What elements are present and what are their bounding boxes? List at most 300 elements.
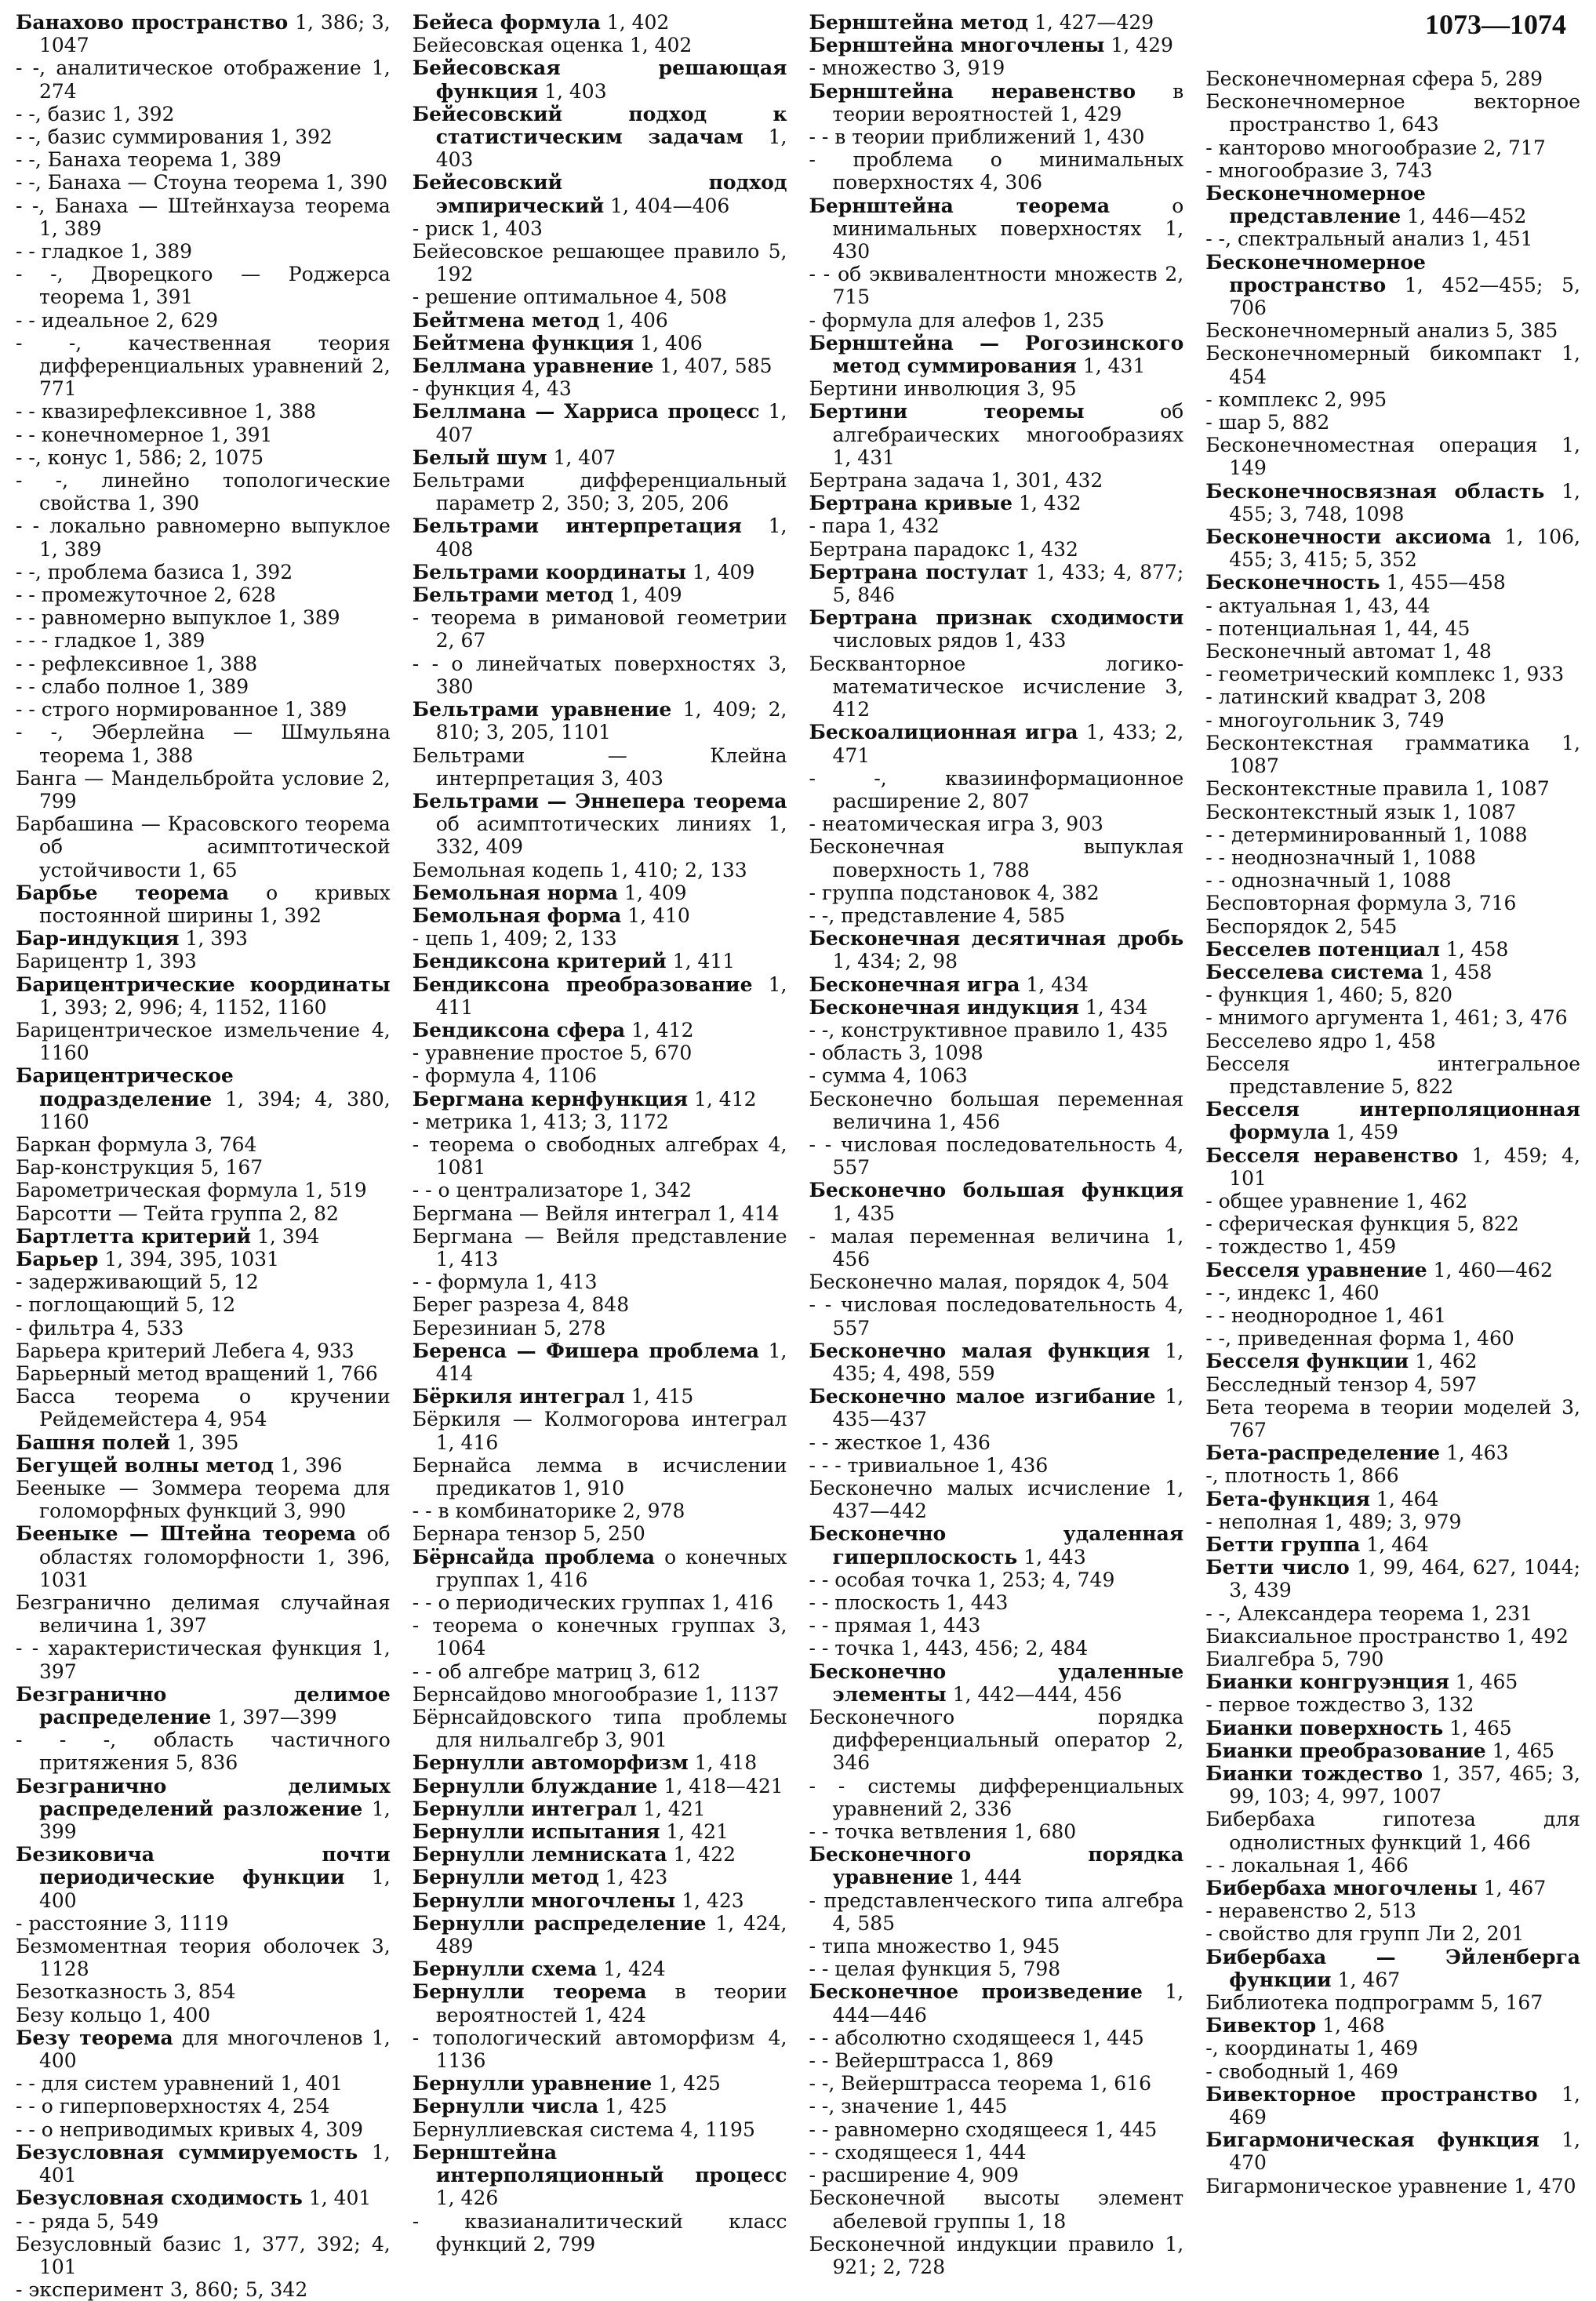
index-entry-text: Бёрнсайдовского типа проблемы для нильалгебр 3, 901 [412,1706,787,1752]
index-entry-text: 1, 433; 4, 877; 5, 846 [832,560,1184,607]
index-entry [16,1637,391,1682]
index-entry-heading: Бартлетта критерий [16,1224,251,1248]
index-entry-text: 1, 432 [1012,492,1082,515]
index-entry [1205,1854,1580,1877]
index-entry [1205,319,1580,342]
index-entry [809,1660,1184,1706]
index-entry-heading: Бернулли автоморфизм [412,1751,689,1775]
index-entry [16,606,391,629]
index-entry [16,1591,391,1637]
index-entry-heading: Бельтрами интерпретация [412,514,742,538]
index-entry [413,606,787,652]
index-entry-text: - -, Александера теорема 1, 231 [1205,1601,1533,1625]
index-entry-heading: Бертрана постулат [809,560,1029,583]
index-entry [809,1477,1184,1522]
index-entry [809,1179,1184,1224]
index-entry-text: Бернсайдово многообразие 1, 1137 [412,1682,780,1706]
index-entry-text: Бееныке — Зоммера теорема для голоморфных функций 3, 990 [16,1477,391,1523]
index-entry-heading: Беллмана — Харриса процесс [412,400,760,423]
index-entry-heading: Бетти число [1205,1556,1350,1579]
index-entry-heading: Банахово пространство [16,11,289,34]
index-entry-text: - -, Банаха теорема 1, 389 [16,148,282,172]
index-entry [809,904,1184,927]
index-entry-text: - -, значение 1, 445 [809,2095,1008,2118]
index-entry [809,812,1184,835]
index-entry [413,2095,787,2117]
index-entry-text: 1, 394 [251,1224,320,1248]
index-entry [809,652,1184,722]
index-entry [413,859,787,882]
index-entry-heading: Бетти группа [1205,1533,1361,1556]
index-entry [16,1477,391,1522]
index-entry [413,514,787,560]
index-entry [16,1775,391,1844]
index-entry-text: 1, 434 [1020,972,1089,996]
index-entry-text: 1, 435—437 [832,1385,1184,1431]
index-entry-text: - представленческого типа алгебра 4, 585 [809,1888,1184,1935]
index-entry [16,1064,391,1133]
index-entry [1205,342,1580,387]
index-entry [1205,1235,1580,1258]
index-entry [1205,938,1580,961]
index-entry [16,721,391,766]
index-entry-text: 1, 409; 2, 810; 3, 205, 1101 [435,698,787,744]
index-entry-text: Барометрическая формула 1, 519 [16,1179,367,1202]
index-entry [1205,1510,1580,1533]
index-entry [16,2095,391,2117]
index-entry-text: Барьерный метод вращений 1, 766 [16,1361,378,1385]
index-entry-text: - комплекс 2, 995 [1205,387,1387,411]
index-entry [413,1408,787,1453]
index-entry-text: - - особая точка 1, 253; 4, 749 [809,1568,1115,1591]
index-entry-heading: Беллмана уравнение [412,354,654,378]
index-entry-text: 1, 403 [538,79,607,103]
index-entry [809,1637,1184,1659]
index-entry-text: Бесконтекстная грамматика 1, 1087 [1205,731,1580,778]
index-entry [16,2233,391,2278]
index-entry [413,1179,787,1201]
index-entry [809,561,1184,606]
index-entry [809,1843,1184,1888]
index-entry [16,1293,391,1316]
index-entry-text: 1, 467 [1331,1968,1401,1991]
index-entry [809,148,1184,194]
index-entry-text: - - идеальное 2, 629 [16,308,219,332]
index-entry-text: Бесконечноместная операция 1, 149 [1205,434,1580,480]
index-entry-heading: Бесселев потенциал [1205,937,1440,961]
index-entry [809,2141,1184,2164]
index-entry-text: Барицентрическое измельчение 4, 1160 [16,1018,391,1065]
index-entry [413,217,787,240]
index-entry [413,103,787,172]
index-entry-text: 1, 470 [1229,2128,1580,2175]
index-entry [809,767,1184,812]
index-entry-text: 1, 411 [666,950,736,973]
index-entry-text: 1, 386; 3, 1047 [39,11,391,57]
index-entry-text: - -, спектральный анализ 1, 451 [1205,227,1533,251]
index-entry-text: 1, 468 [1316,2014,1385,2037]
index-entry-text: -, координаты 1, 469 [1205,2037,1419,2060]
index-entry [413,950,787,972]
index-entry [16,1728,391,1774]
index-entry [16,2141,391,2186]
index-entry [16,263,391,308]
index-entry-heading: Бейесовский подход к статистическим задачам [412,102,787,149]
index-entry-text: - - сходящееся 1, 444 [809,2140,1027,2164]
index-columns [16,11,1581,2301]
index-entry [809,1088,1184,1133]
index-entry-text: Бельтрами дифференциальный параметр 2, 350; 3, 205, 206 [412,469,787,515]
index-entry [413,1499,787,1522]
index-entry [413,332,787,354]
index-entry [16,629,391,652]
index-entry-text: Бесселево ядро 1, 458 [1205,1029,1436,1052]
index-entry [413,561,787,583]
index-entry [16,561,391,583]
index-entry-text: - теорема о свободных алгебрах 4, 1081 [412,1132,787,1180]
index-entry [413,744,787,790]
index-entry-text: - общее уравнение 1, 462 [1205,1189,1468,1212]
index-entry-text: 1, 469 [1229,2082,1580,2129]
index-entry-heading: Бендиксона сфера [412,1018,626,1041]
index-entry [809,514,1184,537]
index-entry [1205,1464,1580,1487]
index-entry-text: Безу кольцо 1, 400 [16,2003,211,2027]
index-entry-text: - квазианалитический класс функций 2, 799 [412,2209,787,2256]
index-entry-heading: Бесконечная десятичная дробь [809,927,1184,951]
index-entry [16,2278,391,2301]
index-entry-heading: Бейеса формула [412,11,601,34]
index-entry-text: Бар-конструкция 5, 167 [16,1156,264,1180]
index-entry-text: 1, 408 [435,514,787,561]
index-entry-heading: Бианки тождество [1205,1762,1423,1786]
index-entry [1205,617,1580,640]
index-entry [413,11,787,34]
index-entry-text: Бесконечная выпуклая поверхность 1, 788 [809,835,1184,882]
index-entry-text: 1, 402 [600,11,670,34]
index-entry [809,1454,1184,1477]
index-entry-text: - пара 1, 432 [809,514,940,538]
index-entry [1205,983,1580,1006]
index-entry-text: - - - тривиальное 1, 436 [809,1453,1049,1477]
index-entry [413,790,787,859]
index-entry [809,1019,1184,1041]
index-entry [413,469,787,514]
index-entry [413,1683,787,1706]
index-entry-text: Бесквантoрное логико-математическое исчисление 3, 412 [809,652,1184,722]
index-entry [1205,411,1580,434]
index-entry [16,446,391,469]
index-entry-text: - -, Эберлейна — Шмульяна теорема 1, 388 [16,721,391,767]
index-entry-heading: Бельтрами координаты [412,560,686,583]
index-entry-heading: Белый шум [412,445,547,469]
index-entry-text: 1, 415 [624,1385,694,1409]
index-entry-text: - расстояние 3, 1119 [16,1911,229,1935]
index-entry [413,171,787,216]
index-entry [1205,1488,1580,1510]
index-entry-text: 1, 442—444, 456 [946,1682,1122,1706]
index-entry-text: - уравнение простое 5, 670 [412,1041,693,1065]
index-entry-text: - -, представление 4, 585 [809,903,1066,927]
index-entry-text: 1, 401 [39,2140,391,2187]
index-entry-text: -, плотность 1, 866 [1205,1464,1399,1488]
index-entry [1205,801,1580,823]
index-entry-heading: Бельтрами уравнение [412,698,672,722]
index-entry [1205,1899,1580,1922]
index-entry-heading: Бесселя неравенство [1205,1143,1459,1167]
index-entry-text: - - локальная 1, 466 [1205,1853,1409,1877]
index-entry [16,882,391,927]
index-entry [1205,1808,1580,1853]
index-entry-text: - шар 5, 882 [1205,411,1330,434]
index-entry [809,34,1184,56]
index-entry-heading: Бельтрами — Эннепера теорема [412,789,787,812]
index-entry-text: - - о неприводимых кривых 4, 309 [16,2117,363,2141]
index-entry-text: - множество 3, 919 [809,56,1005,80]
index-entry [809,927,1184,972]
index-entry-text: Бесконтекстные правила 1, 1087 [1205,777,1550,801]
index-entry-text: Бесконечномерная сфера 5, 289 [1205,67,1543,90]
index-entry [413,1751,787,1774]
index-entry-text: 1, 459 [1329,1121,1398,1144]
index-entry [1205,1212,1580,1235]
index-entry [413,1866,787,1888]
index-entry-text: - - об эквивалентности множеств 2, 715 [809,263,1184,309]
index-entry-heading: Бернулли теорема [412,1980,647,2004]
index-entry-text: - функция 4, 43 [412,377,572,401]
index-entry-text: Бергмана — Вейля интеграл 1, 414 [412,1201,780,1225]
index-entry [16,698,391,721]
index-entry [809,1340,1184,1385]
index-entry-text: 1, 421 [660,1820,729,1844]
index-entry [1205,915,1580,938]
index-entry-text: - теорема в римановой геометрии 2, 67 [412,606,787,652]
index-entry-heading: Бемольная норма [412,881,619,904]
index-entry-heading: Барицентрические координаты [16,972,391,996]
index-entry-text: 1, 458 [1423,960,1492,983]
index-entry-text: 1, 418 [688,1751,758,1775]
index-entry-text: - -, базис суммирования 1, 392 [16,125,333,149]
index-entry [16,103,391,125]
index-entry [413,1522,787,1545]
index-entry [413,1660,787,1683]
index-entry [16,332,391,401]
index-entry [1205,777,1580,800]
index-entry-heading: Бесконечномерное пространство [1205,250,1426,296]
index-entry-text: 1, 425 [652,2072,721,2096]
page-range-header: 1073—1074 [1425,9,1566,40]
index-entry-heading: Бесселя интерполяционная формула [1205,1098,1580,1144]
index-entry-text: - -, проблема базиса 1, 392 [16,560,293,583]
index-entry [413,1980,787,2026]
index-entry-text: 1, 423 [675,1888,744,1912]
index-entry-text: 1, 409 [613,583,682,607]
index-entry-text: в теории вероятностей 1, 424 [435,1980,787,2027]
index-entry-heading: Бернулли распределение [412,1911,707,1935]
index-entry [413,652,787,698]
index-entry-text: - - неоднозначный 1, 1088 [1205,845,1476,869]
index-entry [1205,388,1580,411]
index-entry-text: - решение оптимальное 4, 508 [412,285,728,309]
index-entry-text: Бёркиля — Колмогорова интеграл 1, 416 [412,1408,787,1454]
index-entry-text: 1, 459; 4, 101 [1229,1143,1581,1190]
index-entry [809,2095,1184,2117]
index-entry-text: 1, 412 [688,1087,757,1111]
index-entry [413,927,787,950]
index-entry [413,1019,787,1041]
index-entry-heading: Бейесовский подход эмпирический [412,171,787,217]
index-entry [413,1889,787,1912]
index-entry-text: для многочленов 1, 400 [39,2026,391,2073]
index-entry-text: - топологический автоморфизм 4, 1136 [412,2026,787,2073]
index-entry-text: - - об алгебре матриц 3, 612 [412,1659,701,1683]
index-entry-text: Бигармоническое уравнение 1, 470 [1205,2174,1576,2197]
index-entry [809,492,1184,514]
index-entry-text: - теорема о конечных группах 3, 1064 [412,1614,787,1660]
index-entry [16,1843,391,1912]
index-entry-text: Бесконечно малых исчисление 1, 437—442 [809,1477,1184,1523]
index-entry-text: - - квазирефлексивное 1, 388 [16,400,317,423]
index-entry [413,973,787,1019]
index-entry-text: - - в комбинаторике 2, 978 [412,1499,685,1523]
index-entry [809,2118,1184,2141]
index-entry-heading: Бернштейна — Рогозинского метод суммирования [809,331,1184,378]
index-entry-text: 1, 465 [1485,1739,1555,1762]
index-entry-text: - -, Банаха — Штейнхауза теорема 1, 389 [16,194,391,240]
index-entry-text: 1, 409 [618,881,687,904]
index-entry-text: Бернуллиевская система 4, 1195 [412,2117,755,2141]
index-entry-text: - -, линейно топологические свойства 1, 390 [16,469,391,515]
index-entry-text: - поглощающий 5, 12 [16,1293,236,1317]
index-entry [16,1317,391,1340]
index-entry [1205,1373,1580,1396]
index-entry-text: 1, 401 [302,2186,372,2210]
index-entry-text: 1, 460—462 [1427,1258,1553,1281]
index-entry-text: - сумма 4, 1063 [809,1064,968,1088]
index-entry [1205,571,1580,594]
index-entry-text: 1, 393 [179,927,248,951]
index-entry-text: - - о периодических группах 1, 416 [412,1591,774,1615]
index-entry-heading: Бесконечная индукция [809,995,1079,1019]
index-entry-text: - -, Банаха — Стоуна теорема 1, 390 [16,171,387,194]
index-entry-text: 1, 394; 4, 380, 1160 [39,1087,391,1133]
index-entry [413,1041,787,1064]
index-entry [809,1225,1184,1270]
index-entry [413,1614,787,1659]
index-entry-text: Баркан формула 3, 764 [16,1132,257,1156]
index-entry [413,1202,787,1225]
index-entry-text: 1, 465 [1443,1716,1512,1739]
index-entry [809,1522,1184,1568]
index-entry [413,1546,787,1591]
index-entry [413,446,787,469]
index-entry-heading: Бескоалиционная игра [809,721,1078,744]
index-entry [1205,1877,1580,1899]
index-entry [1205,1030,1580,1052]
index-entry-heading: Бернулли многочлены [412,1888,676,1912]
index-entry-heading: Бернштейна многочлены [809,34,1105,57]
index-entry-heading: Барбье теорема [16,881,229,904]
index-column-1 [16,11,391,2301]
index-entry-text: Бета теорема в теории моделей 3, 767 [1205,1395,1580,1441]
index-entry [809,309,1184,332]
index-entry-text: 1, 467 [1477,1877,1547,1900]
index-entry-heading: Бивекторное пространство [1205,2082,1538,2106]
index-entry-text: 1, 407, 585 [653,354,773,378]
index-entry [1205,961,1580,983]
index-entry [809,400,1184,469]
index-entry [16,767,391,812]
index-entry [1205,227,1580,250]
index-entry-text: 1, 422 [667,1843,736,1867]
index-entry-heading: Бернштейна неравенство [809,79,1136,103]
index-entry-text: - свободный 1, 469 [1205,2059,1398,2083]
index-entry-text: о конечных группах 1, 416 [435,1545,787,1591]
index-entry [1205,2175,1580,2197]
index-entry-text: - - равномерно выпуклое 1, 389 [16,606,340,630]
index-entry-heading: Бибербаха многочлены [1205,1877,1478,1900]
index-entry [1205,594,1580,617]
index-entry [1205,640,1580,663]
index-entry-text: 1, 455—458 [1380,571,1506,594]
index-entry-text: Бесповторная формула 3, 716 [1205,892,1517,915]
index-entry-heading: Безиковича почти периодические функции [16,1843,391,1889]
index-entry [1205,846,1580,869]
index-entry-heading: Бернулли лемниската [412,1843,667,1867]
index-entry [16,1431,391,1454]
index-entry [1205,1762,1580,1808]
index-entry [413,1270,787,1293]
index-entry-heading: Бесконечно малое изгибание [809,1385,1156,1409]
index-entry-text: - - для систем уравнений 1, 401 [16,2072,344,2096]
index-entry-text: - функция 1, 460; 5, 820 [1205,983,1453,1007]
index-entry [809,2072,1184,2095]
index-entry-heading: Бесселева система [1205,960,1423,983]
index-entry [809,721,1184,766]
index-entry-text: 1, 403 [435,125,787,172]
index-entry-heading: Бернштейна теорема [809,194,1111,217]
index-entry [413,1064,787,1087]
index-entry [413,1385,787,1408]
index-entry [413,1225,787,1270]
index-entry [413,1591,787,1614]
index-entry [1205,709,1580,732]
index-entry-heading: Бернштейна метод [809,11,1029,34]
index-entry-text: - метрика 1, 413; 3, 1172 [412,1110,669,1133]
index-entry [1205,685,1580,708]
index-entry-text: 1, 407 [547,445,616,469]
index-entry [809,1889,1184,1935]
index-entry [1205,1946,1580,1991]
index-entry [1205,869,1580,892]
index-entry-text: - геометрический комплекс 1, 933 [1205,663,1565,686]
index-entry [1205,2083,1580,2128]
index-entry-heading: Бесселя функции [1205,1350,1409,1373]
index-entry [16,240,391,263]
index-entry-heading: Бернулли интеграл [412,1797,638,1820]
index-entry-text: Барицентр 1, 393 [16,950,197,973]
index-entry-text: Бесконечномерное векторное пространство 1, 643 [1205,90,1580,136]
index-entry-text: Банга — Мандельбройта условие 2, 799 [16,766,391,812]
index-entry [809,2164,1184,2186]
index-entry [16,194,391,240]
index-entry [809,1133,1184,1179]
index-entry-text: Бесконечномерный бикомпакт 1, 454 [1205,342,1580,388]
index-entry-text: 1, 394, 395, 1031 [98,1247,279,1270]
index-entry [413,882,787,904]
index-entry-text: Безусловный базис 1, 377, 392; 4, 101 [16,2232,391,2278]
index-entry-heading: Бертрана кривые [809,492,1013,515]
